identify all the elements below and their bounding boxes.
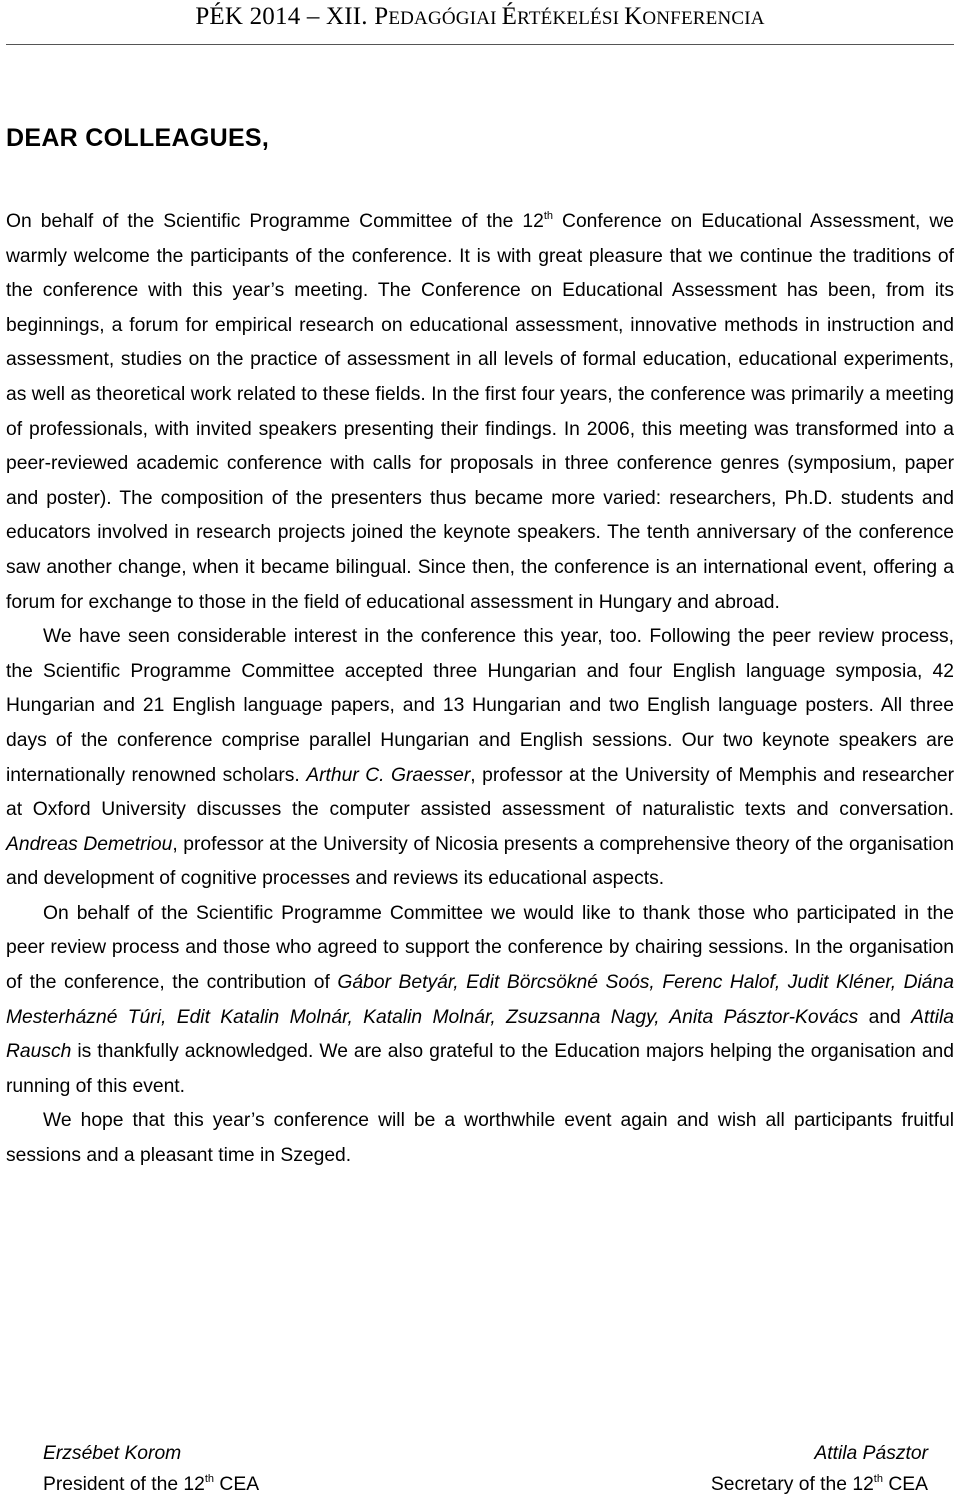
header-prefix: PÉK 2014 – XII.: [195, 3, 375, 30]
secretary-title: [711, 1469, 928, 1500]
organiser-last-name: Attila Rausch: [6, 1006, 954, 1063]
header-word-2-rest: RTÉKELÉSI: [517, 8, 625, 29]
secretary-title-text: Secretary of the 12: [710, 1474, 874, 1495]
letter-heading: DEAR COLLEAGUES,: [6, 124, 270, 152]
p1-text-b: Conference on Educational Assessment, we warmly welcome the participants of the conference. It is with great pleasure that we continue the traditions of the conference with this year’s meeting. The Conference on Educational Assessment has been, from its beginnings, a forum for empirical research on educational assessment, innovative methods in instruction and assessment, studies on the practice of assessment in all levels of formal education, educational experiments, as well as theoretical work related to these fields. In the first four years, the conference was primarily a meeting of professionals, with invited speakers presenting their findings. In 2006, this meeting was transformed into a peer-reviewed academic conference with calls for proposals in three conference genres (symposium, paper and poster). The composition of the presenters thus became more varied: researchers, Ph.D. students and educators involved in research projects joined the keynote speakers. The tenth anniversary of the conference saw another change, when it became bilingual. Since then, the conference is an international event, offering a forum for exchange to those in the field of educational assessment in Hungary and abroad.: [6, 211, 954, 613]
letter-body: [6, 205, 954, 1174]
p2-text-c: , professor at the University of Nicosia presents a comprehensive theory of the organisation and development of cognitive processes and reviews its educational aspects.: [6, 833, 954, 890]
signature-president: [43, 1438, 259, 1500]
president-title-text: President of the 12: [43, 1474, 205, 1495]
p2-text-a: We have seen considerable interest in the conference this year, too. Following the peer review process, the Scientific Programme Committee accepted three Hungarian and four English language symposia, 42 Hungarian and 21 English language papers, and 13 Hungarian and two English language posters. All three days of the conference comprise parallel Hungarian and English sessions. Our two keynote speakers are internationally renowned scholars.: [6, 626, 954, 786]
header-word-3-initial: K: [624, 3, 643, 30]
header-word-1-rest: EDAGÓGIAI: [388, 8, 502, 29]
president-title-cea: CEA: [214, 1474, 260, 1495]
keynote-speaker-1: Arthur C. Graesser: [306, 764, 471, 786]
p1-text-a: On behalf of the Scientific Programme Committee of the 12: [6, 211, 544, 232]
paragraph-4: We hope that this year’s conference will be a worthwhile event again and wish all participants fruitful sessions and a pleasant time in Szeged.: [6, 1110, 954, 1167]
p1-ordinal-suffix: th: [543, 210, 553, 222]
president-name: Erzsébet Korom: [43, 1443, 182, 1464]
p2-text-b: , professor at the University of Memphis and researcher at Oxford University discusses the computer assisted assessment of naturalistic texts and conversation.: [6, 764, 954, 821]
header-word-3-rest: ONFERENCIA: [642, 8, 765, 29]
secretary-name: Attila Pásztor: [814, 1443, 928, 1464]
header-word-1-initial: P: [374, 3, 389, 30]
president-title: [43, 1469, 259, 1500]
p3-text-b: is thankfully acknowledged. We are also grateful to the Education majors helping the organisation and running of this event.: [6, 1041, 954, 1097]
running-header: [0, 3, 960, 31]
header-divider: [6, 44, 954, 45]
p3-text-a: On behalf of the Scientific Programme Committee we would like to thank those who participated in the peer review process and those who agreed to support the conference by chairing sessions. In the organisation of the conference, the contribution of: [6, 902, 954, 994]
keynote-speaker-2: Andreas Demetriou: [6, 833, 173, 855]
paragraph-3: [6, 897, 954, 1105]
paragraph-2: [6, 620, 954, 897]
paragraph-1: [6, 205, 954, 620]
president-title-suffix: th: [204, 1473, 215, 1485]
p3-and: and: [858, 1006, 912, 1028]
signature-secretary: [711, 1438, 928, 1500]
secretary-title-suffix: th: [873, 1473, 883, 1485]
header-word-2-initial: É: [501, 3, 518, 30]
secretary-title-cea: CEA: [882, 1474, 928, 1495]
organisers-names: Gábor Betyár, Edit Börcsökné Soós, Ferenc Halof, Judit Kléner, Diána Mesterházné Túri, Edit Katalin Molnár, Katalin Molnár, Zsuzsanna Nagy, Anita Pásztor-Kovács: [6, 972, 954, 1028]
